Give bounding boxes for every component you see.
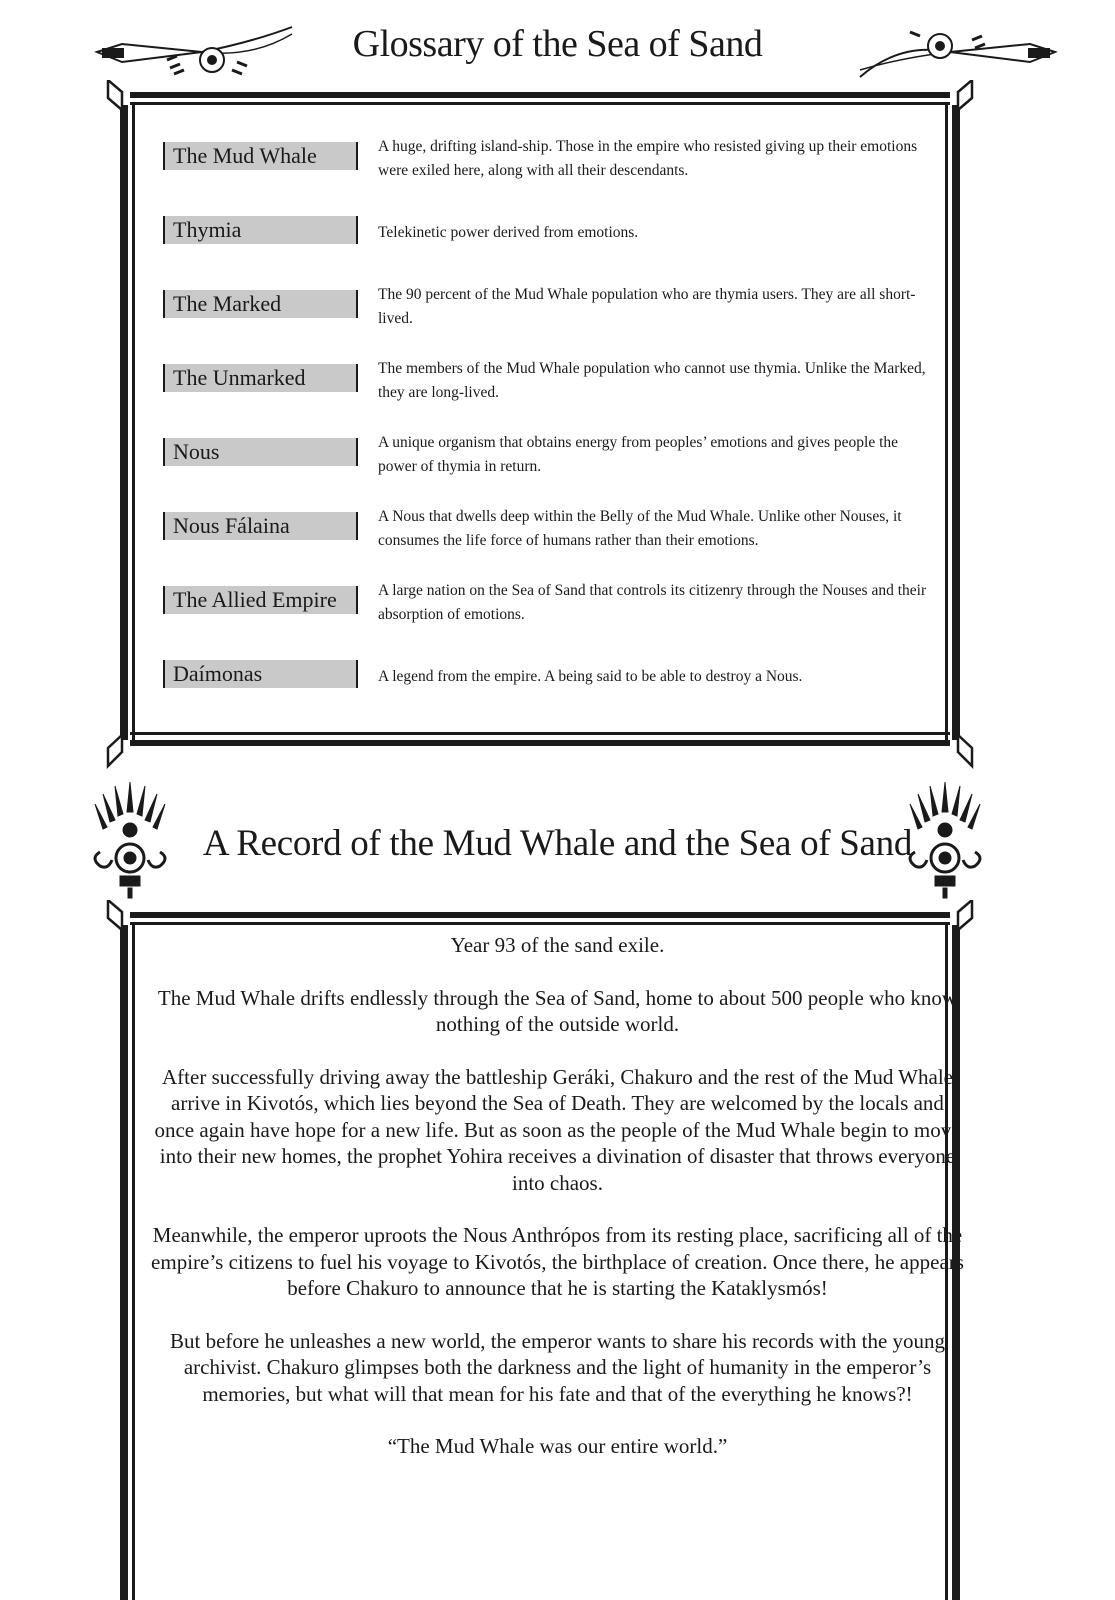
glossary-definition: The members of the Mud Whale population who cannot use thymia. Unlike the Marked, they are long-lived. [378, 360, 926, 401]
record-paragraph: Meanwhile, the emperor uproots the Nous Anthrópos from its resting place, sacrificing all of the empire’s citizens to fuel his voyage to Kivotós, the birthplace of creation. Once there, he appears before Chakuro to announce that he is starting the Kataklysmós! [151, 1223, 964, 1300]
glossary-term: Nous Fálaina [163, 512, 358, 540]
glossary-term: The Unmarked [163, 364, 358, 392]
glossary-entry [160, 209, 930, 269]
record-paragraph: The Mud Whale drifts endlessly through the Sea of Sand, home to about 500 people who know nothing of the outside world. [157, 985, 958, 1036]
record-title: A Record of the Mud Whale and the Sea of Sand [202, 823, 913, 864]
record-paragraph: Year 93 of the sand exile. [450, 933, 665, 957]
dagger-ornament-right-icon [840, 22, 1060, 82]
record-paragraph: But before he unleashes a new world, the emperor wants to share his records with the young archivist. Chakuro glimpses both the darkness and the light of humanity in the emperor’s memories, but what will that mean for his fate and that of the everything he knows?! [169, 1328, 946, 1406]
glossary-definition: A Nous that dwells deep within the Belly of the Mud Whale. Unlike other Nouses, it consumes the life force of humans rather than their emotions. [378, 508, 902, 549]
glossary-definition: The 90 percent of the Mud Whale population who are thymia users. They are all short-lived. [378, 286, 916, 327]
glossary-entry [160, 653, 930, 713]
glossary-term: Nous [163, 438, 358, 466]
glossary-title: Glossary of the Sea of Sand [352, 23, 763, 65]
glossary-definition: A large nation on the Sea of Sand that controls its citizenry through the Nouses and their absorption of emotions. [378, 582, 927, 623]
glossary-entry [160, 431, 930, 491]
record-paragraph: After successfully driving away the battleship Geráki, Chakuro and the rest of the Mud Whale arrive in Kivotós, which lies beyond the Sea of Death. They are welcomed by the locals and once again have hope for a new life. But as soon as the people of the Mud Whale begin to move into their new homes, the prophet Yohira receives a divination of disaster that throws everyone into chaos. [154, 1064, 961, 1195]
glossary-term: Thymia [163, 216, 358, 244]
record-body [150, 932, 965, 1486]
glossary-entry [160, 135, 930, 195]
glossary-definition: A huge, drifting island-ship. Those in the empire who resisted giving up their emotions were exiled here, along with all their descendants. [378, 138, 918, 179]
glossary-entry [160, 579, 930, 639]
glossary-term: The Mud Whale [163, 142, 358, 170]
glossary-definition: A legend from the empire. A being said to be able to destroy a Nous. [378, 668, 803, 685]
glossary-term: The Allied Empire [163, 586, 358, 614]
tribal-ornament-right-icon [900, 772, 990, 902]
glossary-term: The Marked [163, 290, 358, 318]
record-quote: “The Mud Whale was our entire world.” [387, 1434, 728, 1458]
glossary-entry [160, 283, 930, 343]
glossary-definition: Telekinetic power derived from emotions. [378, 224, 639, 241]
glossary-definition: A unique organism that obtains energy from peoples’ emotions and gives people the power of thymia in return. [378, 434, 899, 475]
glossary-term: Daímonas [163, 660, 358, 688]
glossary-entry [160, 357, 930, 417]
glossary-entry [160, 505, 930, 565]
